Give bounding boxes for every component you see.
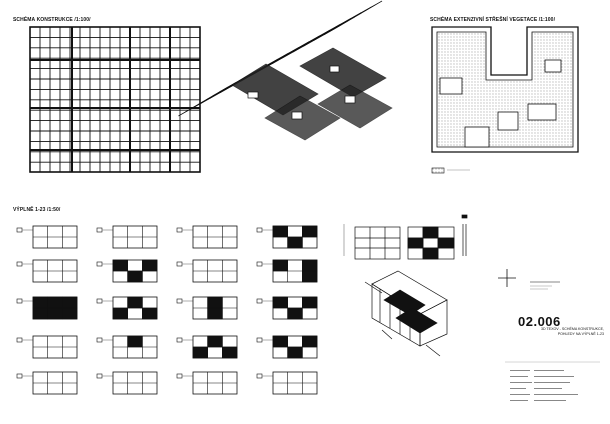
fill-panel xyxy=(257,297,317,319)
legend-line-11 xyxy=(510,400,528,401)
fill-panel xyxy=(17,372,77,394)
legend-line-6 xyxy=(534,382,570,383)
fill-panel xyxy=(177,260,237,282)
title-green-roof-scheme: SCHÉMA EXTENZIVNÍ STŘEŠNÍ VEGETACE /1:100/ xyxy=(430,17,556,23)
legend-line-7 xyxy=(510,388,526,389)
fill-panel xyxy=(177,297,237,319)
legend-line-3 xyxy=(510,376,528,377)
fill-panel xyxy=(97,372,157,394)
sheet-subtitle xyxy=(514,327,604,337)
fill-panel xyxy=(17,297,77,319)
legend-line-1 xyxy=(510,370,530,371)
fill-panel xyxy=(17,336,77,358)
fill-panel xyxy=(97,297,157,319)
green-roof-plan xyxy=(432,27,578,173)
fill-panel xyxy=(257,372,317,394)
legend-line-8 xyxy=(534,388,562,389)
legend-line-10 xyxy=(534,394,578,395)
facade-axonometric xyxy=(365,271,447,356)
fill-panel xyxy=(177,372,237,394)
title-construction-scheme: SCHÉMA KONSTRUKCE /1:100/ xyxy=(13,17,91,23)
sheet-subtitle-line2: POHLEDY NA VÝPLNĚ 1-23 xyxy=(557,331,604,336)
sheet-number: 02.006 xyxy=(518,314,561,329)
fill-panel xyxy=(257,260,317,282)
fill-panel xyxy=(97,336,157,358)
fill-panel xyxy=(97,260,157,282)
structure-grid-plan xyxy=(30,27,200,172)
fill-panel xyxy=(17,260,77,282)
legend-line-5 xyxy=(510,382,532,383)
fill-elevations xyxy=(17,226,317,394)
fill-panel xyxy=(17,226,77,248)
legend-line-12 xyxy=(534,400,566,401)
legend-line-9 xyxy=(510,394,530,395)
fill-panel xyxy=(257,226,317,248)
fill-panel xyxy=(177,336,237,358)
sheet-subtitle-line1: 3D TEXOV - SCHÉMA KONSTRUKCE, xyxy=(540,327,604,331)
fill-panel xyxy=(97,226,157,248)
legend-line-2 xyxy=(534,370,564,371)
axonometric-structure xyxy=(178,1,392,140)
fill-panel xyxy=(257,336,317,358)
fill-panel xyxy=(177,226,237,248)
title-fill-elevations: VÝPLNĚ 1-23 /1:50/ xyxy=(13,207,61,213)
detail-elevation xyxy=(344,215,467,259)
legend-line-4 xyxy=(534,376,574,377)
